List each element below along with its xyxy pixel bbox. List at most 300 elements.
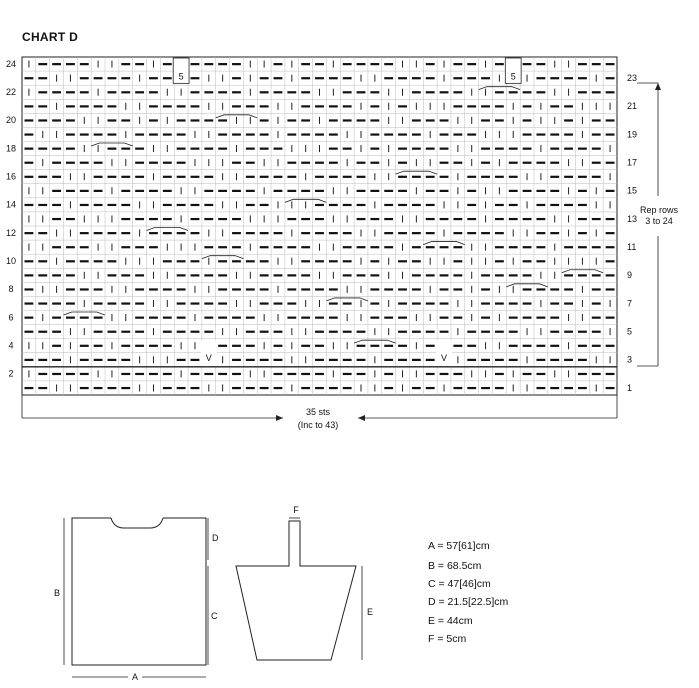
purl-stitch-symbol	[38, 176, 47, 178]
purl-stitch-symbol	[536, 373, 545, 375]
purl-stitch-symbol	[52, 359, 61, 361]
purl-stitch-symbol	[24, 77, 33, 79]
purl-stitch-symbol	[260, 331, 269, 333]
purl-stitch-symbol	[592, 274, 601, 276]
purl-stitch-symbol	[481, 162, 490, 164]
purl-stitch-symbol	[287, 246, 296, 248]
purl-stitch-symbol	[301, 218, 310, 220]
purl-stitch-symbol	[204, 218, 213, 220]
left-row-number: 6	[8, 312, 14, 323]
purl-stitch-symbol	[108, 148, 117, 150]
purl-stitch-symbol	[260, 77, 269, 79]
purl-stitch-symbol	[606, 162, 615, 164]
right-row-number: 19	[627, 129, 638, 140]
purl-stitch-symbol	[94, 133, 103, 135]
purl-stitch-symbol	[495, 91, 504, 93]
purl-stitch-symbol	[440, 246, 449, 248]
purl-stitch-symbol	[578, 77, 587, 79]
purl-stitch-symbol	[426, 373, 435, 375]
purl-stitch-symbol	[329, 133, 338, 135]
purl-stitch-symbol	[398, 148, 407, 150]
purl-stitch-symbol	[467, 77, 476, 79]
purl-stitch-symbol	[191, 373, 200, 375]
purl-stitch-symbol	[260, 91, 269, 93]
purl-stitch-symbol	[52, 91, 61, 93]
purl-stitch-symbol	[509, 317, 518, 319]
purl-stitch-symbol	[315, 176, 324, 178]
purl-stitch-symbol	[481, 105, 490, 107]
purl-stitch-symbol	[453, 246, 462, 248]
purl-stitch-symbol	[495, 274, 504, 276]
purl-stitch-symbol	[204, 331, 213, 333]
purl-stitch-symbol	[260, 302, 269, 304]
purl-stitch-symbol	[343, 387, 352, 389]
purl-stitch-symbol	[232, 105, 241, 107]
purl-stitch-symbol	[287, 274, 296, 276]
purl-stitch-symbol	[218, 302, 227, 304]
purl-stitch-symbol	[357, 63, 366, 65]
purl-stitch-symbol	[38, 63, 47, 65]
purl-stitch-symbol	[246, 359, 255, 361]
label-f: F	[293, 505, 299, 515]
purl-stitch-symbol	[578, 190, 587, 192]
purl-stitch-symbol	[606, 345, 615, 347]
purl-stitch-symbol	[80, 204, 89, 206]
purl-stitch-symbol	[343, 91, 352, 93]
purl-stitch-symbol	[149, 77, 158, 79]
purl-stitch-symbol	[564, 119, 573, 121]
purl-stitch-symbol	[592, 218, 601, 220]
purl-stitch-symbol	[135, 373, 144, 375]
purl-stitch-symbol	[564, 176, 573, 178]
purl-stitch-symbol	[315, 345, 324, 347]
purl-stitch-symbol	[232, 218, 241, 220]
purl-stitch-symbol	[218, 246, 227, 248]
left-row-number: 16	[5, 171, 17, 182]
purl-stitch-symbol	[149, 91, 158, 93]
stitch-count: 35 sts	[305, 407, 330, 417]
purl-stitch-symbol	[329, 331, 338, 333]
purl-stitch-symbol	[108, 176, 117, 178]
purl-stitch-symbol	[606, 190, 615, 192]
purl-stitch-symbol	[80, 190, 89, 192]
purl-stitch-symbol	[52, 204, 61, 206]
box-marker-label: 5	[178, 71, 184, 82]
purl-stitch-symbol	[94, 162, 103, 164]
purl-stitch-symbol	[564, 288, 573, 290]
purl-stitch-symbol	[52, 345, 61, 347]
purl-stitch-symbol	[495, 246, 504, 248]
purl-stitch-symbol	[149, 246, 158, 248]
purl-stitch-symbol	[412, 288, 421, 290]
purl-stitch-symbol	[606, 317, 615, 319]
purl-stitch-symbol	[315, 105, 324, 107]
purl-stitch-symbol	[370, 148, 379, 150]
purl-stitch-symbol	[329, 260, 338, 262]
purl-stitch-symbol	[578, 218, 587, 220]
purl-stitch-symbol	[163, 190, 172, 192]
purl-stitch-symbol	[509, 176, 518, 178]
purl-stitch-symbol	[440, 317, 449, 319]
purl-stitch-symbol	[523, 105, 532, 107]
purl-stitch-symbol	[495, 218, 504, 220]
purl-stitch-symbol	[426, 331, 435, 333]
purl-stitch-symbol	[163, 63, 172, 65]
purl-stitch-symbol	[329, 317, 338, 319]
purl-stitch-symbol	[453, 274, 462, 276]
purl-stitch-symbol	[398, 345, 407, 347]
purl-stitch-symbol	[24, 260, 33, 262]
purl-stitch-symbol	[38, 119, 47, 121]
purl-stitch-symbol	[329, 232, 338, 234]
purl-stitch-symbol	[343, 176, 352, 178]
purl-stitch-symbol	[440, 331, 449, 333]
purl-stitch-symbol	[191, 218, 200, 220]
purl-stitch-symbol	[94, 260, 103, 262]
purl-stitch-symbol	[523, 302, 532, 304]
purl-stitch-symbol	[467, 331, 476, 333]
purl-stitch-symbol	[135, 288, 144, 290]
purl-stitch-symbol	[440, 133, 449, 135]
purl-stitch-symbol	[177, 260, 186, 262]
purl-stitch-symbol	[329, 204, 338, 206]
repeat-line-2: 3 to 24	[645, 216, 673, 226]
purl-stitch-symbol	[370, 260, 379, 262]
purl-stitch-symbol	[121, 148, 130, 150]
purl-stitch-symbol	[481, 232, 490, 234]
purl-stitch-symbol	[191, 176, 200, 178]
purl-stitch-symbol	[523, 288, 532, 290]
purl-stitch-symbol	[315, 162, 324, 164]
purl-stitch-symbol	[66, 133, 75, 135]
purl-stitch-symbol	[509, 302, 518, 304]
purl-stitch-symbol	[550, 302, 559, 304]
purl-stitch-symbol	[177, 133, 186, 135]
purl-stitch-symbol	[232, 133, 241, 135]
purl-stitch-symbol	[135, 148, 144, 150]
purl-stitch-symbol	[509, 162, 518, 164]
purl-stitch-symbol	[149, 218, 158, 220]
purl-stitch-symbol	[509, 359, 518, 361]
purl-stitch-symbol	[467, 176, 476, 178]
purl-stitch-symbol	[246, 317, 255, 319]
purl-stitch-symbol	[232, 162, 241, 164]
purl-stitch-symbol	[163, 387, 172, 389]
purl-stitch-symbol	[80, 63, 89, 65]
purl-stitch-symbol	[149, 133, 158, 135]
stitch-note: (Inc to 43)	[297, 420, 339, 430]
left-row-numbers	[6, 59, 16, 379]
purl-stitch-symbol	[550, 331, 559, 333]
purl-stitch-symbol	[135, 302, 144, 304]
purl-stitch-symbol	[191, 260, 200, 262]
purl-stitch-symbol	[232, 91, 241, 93]
purl-stitch-symbol	[149, 373, 158, 375]
purl-stitch-symbol	[232, 232, 241, 234]
purl-stitch-symbol	[412, 331, 421, 333]
purl-stitch-symbol	[274, 274, 283, 276]
purl-stitch-symbol	[80, 246, 89, 248]
purl-stitch-symbol	[495, 373, 504, 375]
purl-stitch-symbol	[398, 331, 407, 333]
purl-stitch-symbol	[260, 176, 269, 178]
purl-stitch-symbol	[38, 148, 47, 150]
purl-stitch-symbol	[80, 345, 89, 347]
purl-stitch-symbol	[177, 119, 186, 121]
purl-stitch-symbol	[592, 119, 601, 121]
purl-stitch-symbol	[426, 345, 435, 347]
purl-stitch-symbol	[301, 133, 310, 135]
purl-stitch-symbol	[177, 359, 186, 361]
purl-stitch-symbol	[315, 387, 324, 389]
purl-stitch-symbol	[218, 119, 227, 121]
purl-stitch-symbol	[509, 148, 518, 150]
right-row-number: 15	[627, 185, 638, 196]
purl-stitch-symbol	[384, 232, 393, 234]
purl-stitch-symbol	[204, 63, 213, 65]
purl-stitch-symbol	[578, 331, 587, 333]
purl-stitch-symbol	[592, 317, 601, 319]
purl-stitch-symbol	[315, 317, 324, 319]
purl-stitch-symbol	[66, 162, 75, 164]
purl-stitch-symbol	[121, 387, 130, 389]
purl-stitch-symbol	[177, 105, 186, 107]
purl-stitch-symbol	[357, 190, 366, 192]
purl-stitch-symbol	[274, 373, 283, 375]
purl-stitch-symbol	[149, 317, 158, 319]
purl-stitch-symbol	[370, 317, 379, 319]
purl-stitch-symbol	[426, 204, 435, 206]
purl-stitch-symbol	[536, 246, 545, 248]
purl-stitch-symbol	[606, 246, 615, 248]
purl-stitch-symbol	[578, 345, 587, 347]
purl-stitch-symbol	[218, 63, 227, 65]
purl-stitch-symbol	[384, 77, 393, 79]
purl-stitch-symbol	[592, 373, 601, 375]
purl-stitch-symbol	[536, 288, 545, 290]
purl-stitch-symbol	[191, 331, 200, 333]
purl-stitch-symbol	[52, 176, 61, 178]
purl-stitch-symbol	[523, 373, 532, 375]
purl-stitch-symbol	[52, 190, 61, 192]
purl-stitch-symbol	[412, 91, 421, 93]
purl-stitch-symbol	[384, 63, 393, 65]
purl-stitch-symbol	[426, 218, 435, 220]
purl-stitch-symbol	[232, 288, 241, 290]
purl-stitch-symbol	[357, 162, 366, 164]
purl-stitch-symbol	[66, 288, 75, 290]
left-row-number: 2	[8, 368, 14, 379]
purl-stitch-symbol	[135, 91, 144, 93]
purl-stitch-symbol	[564, 302, 573, 304]
purl-stitch-symbol	[24, 387, 33, 389]
purl-stitch-symbol	[343, 77, 352, 79]
purl-stitch-symbol	[481, 77, 490, 79]
purl-stitch-symbol	[191, 105, 200, 107]
purl-stitch-symbol	[108, 359, 117, 361]
purl-stitch-symbol	[301, 317, 310, 319]
right-row-numbers	[627, 73, 637, 393]
purl-stitch-symbol	[315, 331, 324, 333]
purl-stitch-symbol	[66, 317, 75, 319]
purl-stitch-symbol	[260, 204, 269, 206]
purl-stitch-symbol	[301, 63, 310, 65]
purl-stitch-symbol	[52, 148, 61, 150]
purl-stitch-symbol	[536, 204, 545, 206]
purl-stitch-symbol	[481, 359, 490, 361]
label-e: E	[367, 607, 374, 617]
purl-stitch-symbol	[509, 218, 518, 220]
purl-stitch-symbol	[94, 176, 103, 178]
purl-stitch-symbol	[94, 190, 103, 192]
purl-stitch-symbol	[24, 302, 33, 304]
purl-stitch-symbol	[108, 232, 117, 234]
purl-stitch-symbol	[24, 317, 33, 319]
purl-stitch-symbol	[135, 331, 144, 333]
purl-stitch-symbol	[108, 331, 117, 333]
purl-stitch-symbol	[191, 302, 200, 304]
purl-stitch-symbol	[274, 190, 283, 192]
purl-stitch-symbol	[329, 77, 338, 79]
purl-stitch-symbol	[592, 345, 601, 347]
purl-stitch-symbol	[38, 331, 47, 333]
purl-stitch-symbol	[315, 359, 324, 361]
purl-stitch-symbol	[163, 204, 172, 206]
purl-stitch-symbol	[550, 162, 559, 164]
purl-stitch-symbol	[274, 232, 283, 234]
measurement-e: E = 44cm	[428, 615, 473, 627]
purl-stitch-symbol	[287, 119, 296, 121]
purl-stitch-symbol	[564, 274, 573, 276]
purl-stitch-symbol	[315, 232, 324, 234]
purl-stitch-symbol	[315, 218, 324, 220]
purl-stitch-symbol	[357, 91, 366, 93]
purl-stitch-symbol	[370, 63, 379, 65]
purl-stitch-symbol	[218, 288, 227, 290]
purl-stitch-symbol	[578, 232, 587, 234]
purl-stitch-symbol	[163, 232, 172, 234]
purl-stitch-symbol	[329, 148, 338, 150]
purl-stitch-symbol	[260, 232, 269, 234]
purl-stitch-symbol	[260, 359, 269, 361]
purl-stitch-symbol	[274, 63, 283, 65]
purl-stitch-symbol	[274, 345, 283, 347]
purl-stitch-symbol	[357, 373, 366, 375]
purl-stitch-symbol	[204, 274, 213, 276]
purl-stitch-symbol	[204, 190, 213, 192]
purl-stitch-symbol	[536, 359, 545, 361]
purl-stitch-symbol	[38, 359, 47, 361]
purl-stitch-symbol	[536, 190, 545, 192]
purl-stitch-symbol	[204, 119, 213, 121]
purl-stitch-symbol	[177, 176, 186, 178]
purl-stitch-symbol	[467, 232, 476, 234]
repeat-arrow-up	[655, 83, 661, 90]
purl-stitch-symbol	[357, 331, 366, 333]
purl-stitch-symbol	[274, 331, 283, 333]
purl-stitch-symbol	[481, 331, 490, 333]
purl-stitch-symbol	[246, 133, 255, 135]
purl-stitch-symbol	[66, 105, 75, 107]
purl-stitch-symbol	[163, 260, 172, 262]
purl-stitch-symbol	[467, 387, 476, 389]
right-row-number: 13	[627, 213, 638, 224]
purl-stitch-symbol	[191, 91, 200, 93]
purl-stitch-symbol	[121, 218, 130, 220]
purl-stitch-symbol	[135, 190, 144, 192]
purl-stitch-symbol	[592, 302, 601, 304]
purl-stitch-symbol	[94, 204, 103, 206]
purl-stitch-symbol	[329, 119, 338, 121]
purl-stitch-symbol	[606, 288, 615, 290]
purl-stitch-symbol	[453, 345, 462, 347]
purl-stitch-symbol	[121, 246, 130, 248]
purl-stitch-symbol	[426, 148, 435, 150]
purl-stitch-symbol	[301, 77, 310, 79]
purl-stitch-symbol	[121, 63, 130, 65]
purl-stitch-symbol	[24, 105, 33, 107]
purl-stitch-symbol	[149, 119, 158, 121]
purl-stitch-symbol	[260, 119, 269, 121]
repeat-line-1: Rep rows	[639, 205, 678, 215]
purl-stitch-symbol	[315, 77, 324, 79]
purl-stitch-symbol	[274, 176, 283, 178]
purl-stitch-symbol	[260, 260, 269, 262]
purl-stitch-symbol	[467, 204, 476, 206]
purl-stitch-symbol	[191, 77, 200, 79]
purl-stitch-symbol	[66, 246, 75, 248]
chart-grid	[22, 57, 617, 395]
purl-stitch-symbol	[246, 190, 255, 192]
purl-stitch-symbol	[384, 345, 393, 347]
purl-stitch-symbol	[357, 359, 366, 361]
purl-stitch-symbol	[121, 204, 130, 206]
purl-stitch-symbol	[80, 105, 89, 107]
purl-stitch-symbol	[66, 302, 75, 304]
purl-stitch-symbol	[135, 345, 144, 347]
purl-stitch-symbol	[121, 91, 130, 93]
purl-stitch-symbol	[163, 176, 172, 178]
purl-stitch-symbol	[606, 91, 615, 93]
purl-stitch-symbol	[453, 91, 462, 93]
purl-stitch-symbol	[592, 148, 601, 150]
purl-stitch-symbol	[440, 218, 449, 220]
purl-stitch-symbol	[24, 331, 33, 333]
purl-stitch-symbol	[260, 274, 269, 276]
purl-stitch-symbol	[287, 317, 296, 319]
purl-stitch-symbol	[66, 218, 75, 220]
purl-stitch-symbol	[38, 260, 47, 262]
purl-stitch-symbol	[343, 274, 352, 276]
purl-stitch-symbol	[315, 288, 324, 290]
purl-stitch-symbol	[384, 359, 393, 361]
purl-stitch-symbol	[453, 317, 462, 319]
purl-stitch-symbol	[467, 218, 476, 220]
purl-stitch-symbol	[536, 260, 545, 262]
purl-stitch-symbol	[440, 148, 449, 150]
purl-stitch-symbol	[481, 148, 490, 150]
purl-stitch-symbol	[453, 373, 462, 375]
purl-stitch-symbol	[66, 260, 75, 262]
garment-schematic	[54, 505, 373, 683]
purl-stitch-symbol	[606, 119, 615, 121]
purl-stitch-symbol	[301, 105, 310, 107]
purl-stitch-symbol	[108, 133, 117, 135]
purl-stitch-symbol	[523, 91, 532, 93]
purl-stitch-symbol	[357, 204, 366, 206]
purl-stitch-symbol	[301, 288, 310, 290]
purl-stitch-symbol	[412, 176, 421, 178]
